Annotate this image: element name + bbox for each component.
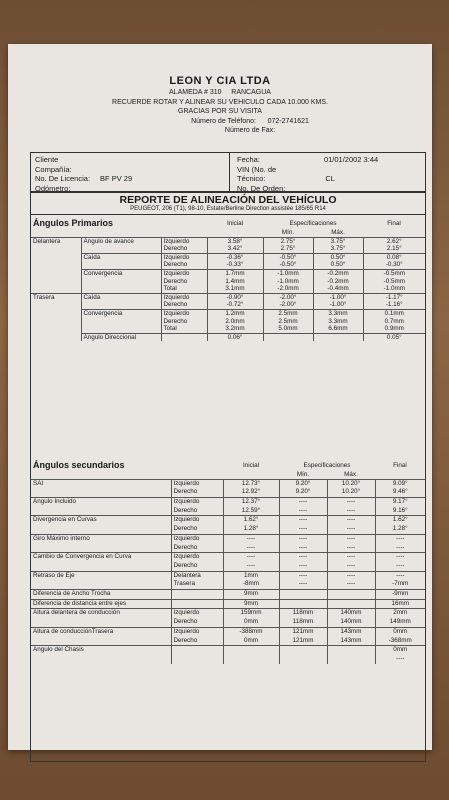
phone-number: 072-2741621 bbox=[267, 117, 309, 125]
table-cell bbox=[81, 318, 161, 326]
table-cell bbox=[327, 599, 375, 609]
table-cell: Derecho bbox=[161, 318, 207, 326]
licencia-line bbox=[35, 174, 132, 184]
table-cell: 2.5mm bbox=[263, 309, 313, 317]
table-row bbox=[31, 507, 425, 516]
table-cell: 3.75° bbox=[313, 245, 363, 253]
table-cell bbox=[81, 245, 161, 253]
table-cell: -1.17° bbox=[363, 293, 425, 301]
table-cell bbox=[279, 590, 327, 600]
table-cell: 143mm bbox=[327, 627, 375, 636]
table-cell bbox=[31, 655, 171, 664]
table-cell: 2.0mm bbox=[207, 318, 263, 326]
table-cell: Convergencia bbox=[81, 309, 161, 317]
table-row bbox=[31, 278, 425, 286]
table-cell: Izquierdo bbox=[171, 534, 223, 543]
address-line bbox=[8, 88, 432, 98]
table-cell bbox=[279, 646, 327, 655]
table-cell: -8mm bbox=[223, 580, 279, 589]
table-cell bbox=[31, 253, 81, 261]
table-row bbox=[31, 599, 425, 609]
table-cell: Altura de conducciónTrasera bbox=[31, 627, 171, 636]
table-row bbox=[31, 646, 425, 655]
table-cell: ---- bbox=[279, 553, 327, 562]
table-cell: 3.3mm bbox=[313, 318, 363, 326]
table-cell: -0.33° bbox=[207, 261, 263, 269]
table-cell bbox=[31, 544, 171, 553]
table-cell bbox=[31, 507, 171, 516]
table-cell: 1.62° bbox=[375, 516, 425, 525]
table-row bbox=[31, 318, 425, 326]
table-row bbox=[31, 534, 425, 543]
table-row bbox=[31, 245, 425, 253]
table-cell: Derecho bbox=[171, 562, 223, 571]
table-cell: Trasera bbox=[171, 580, 223, 589]
table-cell bbox=[31, 318, 81, 326]
table-cell: Total bbox=[161, 285, 207, 293]
client-info-box bbox=[30, 152, 426, 192]
table-cell: Ángulo de avance bbox=[81, 237, 161, 245]
table-cell: -0.90° bbox=[207, 293, 263, 301]
table-cell: Convergencia bbox=[81, 269, 161, 277]
table-row bbox=[31, 293, 425, 301]
table-cell: -0.50° bbox=[263, 261, 313, 269]
table-cell: 0.7mm bbox=[363, 318, 425, 326]
table-cell: ---- bbox=[327, 498, 375, 507]
table-cell: Derecho bbox=[161, 301, 207, 309]
table-cell: 0.50° bbox=[313, 261, 363, 269]
table-cell: Izquierdo bbox=[171, 479, 223, 488]
table-cell: -0.5mm bbox=[363, 278, 425, 286]
table-cell: Derecho bbox=[171, 488, 223, 497]
table-cell: -0.2mm bbox=[313, 269, 363, 277]
table-cell: 10.20° bbox=[327, 488, 375, 497]
table-cell bbox=[31, 333, 81, 341]
col-final-2: Final bbox=[393, 461, 407, 469]
table-cell bbox=[327, 590, 375, 600]
table-cell: Altura delantera de conducción bbox=[31, 609, 171, 618]
col-min: Mín. bbox=[281, 229, 295, 236]
table-cell: 2.75° bbox=[263, 245, 313, 253]
table-cell: -7mm bbox=[375, 580, 425, 589]
table-row bbox=[31, 590, 425, 600]
table-cell: -388mm bbox=[223, 627, 279, 636]
table-cell: -1.0mm bbox=[263, 278, 313, 286]
table-cell: Delantera bbox=[171, 571, 223, 580]
table-cell bbox=[171, 655, 223, 664]
table-cell: 2.75° bbox=[263, 237, 313, 245]
table-cell: 2mm bbox=[375, 609, 425, 618]
table-cell: ---- bbox=[327, 571, 375, 580]
table-cell: -0.2mm bbox=[313, 278, 363, 286]
table-row bbox=[31, 269, 425, 277]
table-cell: 9.16° bbox=[375, 507, 425, 516]
table-cell: ---- bbox=[279, 571, 327, 580]
table-cell: 3.2mm bbox=[207, 325, 263, 333]
table-cell: 3.1mm bbox=[207, 285, 263, 293]
table-cell: 3.75° bbox=[313, 237, 363, 245]
report-title: REPORTE DE ALINEACIÓN DEL VEHÍCULO bbox=[119, 194, 337, 206]
table-row bbox=[31, 525, 425, 534]
table-cell: 0mm bbox=[223, 618, 279, 627]
table-cell bbox=[171, 590, 223, 600]
col-final: Final bbox=[387, 219, 401, 227]
table-cell bbox=[161, 333, 207, 341]
table-cell: ---- bbox=[375, 534, 425, 543]
thanks-text: GRACIAS POR SU VISITA bbox=[178, 108, 262, 115]
licencia-label: No. De Licencia: bbox=[35, 174, 91, 184]
table-cell: -0.36° bbox=[207, 253, 263, 261]
table-cell: 140mm bbox=[327, 609, 375, 618]
table-cell: ---- bbox=[223, 553, 279, 562]
table-cell: ---- bbox=[327, 507, 375, 516]
table-cell: Diferencia de Ancho Trocha bbox=[31, 590, 171, 600]
table-cell: 0.06° bbox=[207, 333, 263, 341]
table-cell bbox=[31, 618, 171, 627]
table-cell bbox=[31, 488, 171, 497]
col-especificaciones: Especificaciones bbox=[289, 219, 337, 227]
primary-angles-table bbox=[31, 218, 425, 341]
table-cell: ---- bbox=[279, 544, 327, 553]
table-cell: Caída bbox=[81, 253, 161, 261]
table-cell bbox=[313, 333, 363, 341]
table-cell: -0.50° bbox=[263, 253, 313, 261]
table-cell: Derecho bbox=[171, 507, 223, 516]
table-cell: Ángulo Direccional bbox=[81, 333, 161, 341]
table-cell: 9mm bbox=[223, 590, 279, 600]
table-cell: 5.0mm bbox=[263, 325, 313, 333]
table-row bbox=[31, 609, 425, 618]
phone-line bbox=[68, 117, 432, 127]
table-cell: 121mm bbox=[279, 627, 327, 636]
table-cell bbox=[31, 285, 81, 293]
table-cell: Izquierdo bbox=[171, 516, 223, 525]
table-cell: ---- bbox=[375, 553, 425, 562]
table-cell: Izquierdo bbox=[161, 253, 207, 261]
table-cell: 9mm bbox=[223, 599, 279, 609]
table-cell: Derecho bbox=[171, 637, 223, 646]
table-cell: 0.1mm bbox=[363, 309, 425, 317]
fax-label: Número de Fax: bbox=[224, 127, 276, 134]
table-cell: 143mm bbox=[327, 637, 375, 646]
table-cell: 0.08° bbox=[363, 253, 425, 261]
table-cell bbox=[81, 278, 161, 286]
table-row bbox=[31, 637, 425, 646]
table-cell: ---- bbox=[279, 562, 327, 571]
table-cell bbox=[327, 655, 375, 664]
report-header bbox=[8, 74, 432, 136]
table-cell: Derecho bbox=[171, 525, 223, 534]
table-cell: ---- bbox=[223, 534, 279, 543]
table-row bbox=[31, 237, 425, 245]
table-cell: 3.42° bbox=[207, 245, 263, 253]
table-cell: ---- bbox=[327, 534, 375, 543]
company-name: LEON Y CIA LTDA bbox=[169, 75, 271, 87]
table-cell: Diferencia de distancia entre ejes bbox=[31, 599, 171, 609]
fecha-line bbox=[237, 155, 378, 165]
tecnico-label: Técnico: bbox=[237, 174, 266, 184]
table-cell: 2.5mm bbox=[263, 318, 313, 326]
table-cell bbox=[31, 637, 171, 646]
table-cell bbox=[31, 562, 171, 571]
col-max-2: Máx. bbox=[344, 471, 358, 478]
table-cell: ---- bbox=[279, 525, 327, 534]
table-cell: Retraso de Eje bbox=[31, 571, 171, 580]
col-max: Máx. bbox=[331, 229, 345, 236]
table-cell: 1.4mm bbox=[207, 278, 263, 286]
table-row bbox=[31, 580, 425, 589]
table-cell bbox=[81, 301, 161, 309]
table-cell: Derecho bbox=[161, 261, 207, 269]
table-cell bbox=[279, 599, 327, 609]
reminder-text: RECUERDE ROTAR Y ALINEAR SU VEHICULO CADA 10.000 KMS. bbox=[112, 98, 328, 106]
tecnico-value: CL bbox=[325, 174, 335, 184]
col-min-2: Mín. bbox=[296, 471, 310, 478]
table-cell: -1.0mm bbox=[263, 269, 313, 277]
table-cell: 0mm bbox=[375, 646, 425, 655]
table-cell: 12.73° bbox=[223, 479, 279, 488]
table-row bbox=[31, 571, 425, 580]
secondary-angles-title: Ángulos secundarios bbox=[33, 460, 125, 470]
table-cell: -1.00° bbox=[313, 301, 363, 309]
table-row bbox=[31, 498, 425, 507]
table-cell: SAI bbox=[31, 479, 171, 488]
table-cell: 140mm bbox=[327, 618, 375, 627]
table-row bbox=[31, 309, 425, 317]
table-cell: 12.37° bbox=[223, 498, 279, 507]
table-cell: 121mm bbox=[279, 637, 327, 646]
table-row bbox=[31, 301, 425, 309]
table-cell: ---- bbox=[375, 655, 425, 664]
table-cell: 9.46° bbox=[375, 488, 425, 497]
client-info-left bbox=[35, 155, 132, 193]
table-row bbox=[31, 655, 425, 664]
table-cell bbox=[31, 278, 81, 286]
table-cell: 12.59° bbox=[223, 507, 279, 516]
table-cell: 3.58° bbox=[207, 237, 263, 245]
table-cell: 1.62° bbox=[223, 516, 279, 525]
table-cell: 9.20° bbox=[279, 479, 327, 488]
alignment-report bbox=[30, 192, 426, 762]
table-cell: 0.05° bbox=[363, 333, 425, 341]
table-cell: ---- bbox=[327, 525, 375, 534]
table-cell: 2.15° bbox=[363, 245, 425, 253]
table-row bbox=[31, 516, 425, 525]
table-row bbox=[31, 333, 425, 341]
table-cell: 1.2mm bbox=[207, 309, 263, 317]
odometro-label: Odómetro: bbox=[35, 183, 71, 193]
orden-label: No. De Orden: bbox=[237, 183, 286, 193]
table-cell: ---- bbox=[279, 580, 327, 589]
table-cell: ---- bbox=[327, 580, 375, 589]
table-cell: Derecho bbox=[171, 618, 223, 627]
table-cell: Derecho bbox=[171, 544, 223, 553]
table-cell: 118mm bbox=[279, 609, 327, 618]
table-cell: ---- bbox=[327, 562, 375, 571]
table-cell: 9.20° bbox=[279, 488, 327, 497]
table-row bbox=[31, 479, 425, 488]
phone-label: Número de Teléfono: bbox=[191, 117, 256, 125]
table-cell: Giro Máximo interno bbox=[31, 534, 171, 543]
table-cell bbox=[31, 309, 81, 317]
table-cell: 1.7mm bbox=[207, 269, 263, 277]
table-cell: Caída bbox=[81, 293, 161, 301]
table-row bbox=[31, 544, 425, 553]
licencia-value: BF PV 29 bbox=[100, 174, 133, 184]
table-row bbox=[31, 253, 425, 261]
table-cell bbox=[31, 580, 171, 589]
primary-angles-title: Ángulos Primarios bbox=[33, 218, 114, 228]
table-cell: -0.5mm bbox=[363, 269, 425, 277]
table-cell bbox=[81, 325, 161, 333]
table-cell: 159mm bbox=[223, 609, 279, 618]
table-row bbox=[31, 488, 425, 497]
table-cell bbox=[31, 245, 81, 253]
table-cell: 149mm bbox=[375, 618, 425, 627]
table-cell: ---- bbox=[223, 544, 279, 553]
table-cell: 0.50° bbox=[313, 253, 363, 261]
table-cell: Izquierdo bbox=[171, 609, 223, 618]
table-cell bbox=[171, 599, 223, 609]
secondary-angles-table bbox=[31, 460, 425, 664]
info-divider bbox=[229, 153, 230, 191]
table-row bbox=[31, 285, 425, 293]
table-cell: 9.09° bbox=[375, 479, 425, 488]
table-cell: Derecho bbox=[161, 278, 207, 286]
table-cell: Izquierdo bbox=[171, 627, 223, 636]
table-cell: 1.28° bbox=[223, 525, 279, 534]
table-cell: -0.72° bbox=[207, 301, 263, 309]
table-cell: Izquierdo bbox=[161, 293, 207, 301]
table-cell bbox=[279, 655, 327, 664]
col-inicial: Inicial bbox=[226, 219, 244, 227]
table-row bbox=[31, 562, 425, 571]
vehicle-description: PEUGEOT, 206 (T1), 98-10, Estate/Berline Direction assistée 185/65 R14 bbox=[31, 206, 425, 215]
table-cell bbox=[223, 646, 279, 655]
table-cell: ---- bbox=[375, 544, 425, 553]
table-cell bbox=[31, 525, 171, 534]
table-cell bbox=[223, 655, 279, 664]
table-cell: Derecho bbox=[161, 245, 207, 253]
table-cell: 118mm bbox=[279, 618, 327, 627]
table-cell: -0.4mm bbox=[313, 285, 363, 293]
table-cell: 0mm bbox=[375, 627, 425, 636]
table-cell bbox=[31, 261, 81, 269]
table-cell: 10.20° bbox=[327, 479, 375, 488]
table-cell: 6.6mm bbox=[313, 325, 363, 333]
client-info-right bbox=[237, 155, 378, 193]
table-cell bbox=[81, 261, 161, 269]
alignment-report-sheet bbox=[8, 44, 432, 750]
compania-label: Compañía: bbox=[35, 164, 72, 174]
table-row bbox=[31, 618, 425, 627]
table-row bbox=[31, 553, 425, 562]
table-cell bbox=[81, 285, 161, 293]
table-cell: Cambio de Convergencia en Curva bbox=[31, 553, 171, 562]
table-cell: 1mm bbox=[223, 571, 279, 580]
table-cell: ---- bbox=[327, 516, 375, 525]
table-cell: -0.30° bbox=[363, 261, 425, 269]
col-especificaciones-2: Especificaciones bbox=[303, 461, 351, 469]
table-cell: 0.9mm bbox=[363, 325, 425, 333]
table-cell: ---- bbox=[375, 571, 425, 580]
table-cell: ---- bbox=[327, 544, 375, 553]
table-cell bbox=[31, 301, 81, 309]
table-cell: Total bbox=[161, 325, 207, 333]
table-cell bbox=[263, 333, 313, 341]
vin-label: VIN (No. de bbox=[237, 164, 277, 174]
table-cell: ---- bbox=[375, 562, 425, 571]
fecha-value: 01/01/2002 3:44 bbox=[323, 155, 379, 164]
table-cell: Izquierdo bbox=[161, 309, 207, 317]
table-cell: -2.0mm bbox=[263, 285, 313, 293]
cliente-label: Cliente bbox=[35, 155, 59, 164]
table-cell: Izquierdo bbox=[171, 498, 223, 507]
table-cell: Angulo del Chasis bbox=[31, 646, 171, 655]
table-cell: ---- bbox=[279, 516, 327, 525]
table-cell bbox=[31, 325, 81, 333]
table-cell: 0mm bbox=[223, 637, 279, 646]
table-cell: ---- bbox=[279, 498, 327, 507]
table-cell: -2.00° bbox=[263, 301, 313, 309]
table-row bbox=[31, 627, 425, 636]
table-cell: Trasera bbox=[31, 293, 81, 301]
table-cell: ---- bbox=[327, 553, 375, 562]
table-cell: 9.17° bbox=[375, 498, 425, 507]
table-cell: 12.92° bbox=[223, 488, 279, 497]
table-row bbox=[31, 261, 425, 269]
table-cell: 2.62° bbox=[363, 237, 425, 245]
table-cell: ---- bbox=[279, 507, 327, 516]
table-cell: -2.00° bbox=[263, 293, 313, 301]
table-cell: -1.0mm bbox=[363, 285, 425, 293]
address: ALAMEDA # 310 bbox=[169, 89, 222, 96]
table-cell: Izquierdo bbox=[161, 269, 207, 277]
table-row bbox=[31, 325, 425, 333]
col-inicial-2: Inicial bbox=[242, 461, 260, 469]
table-cell: -1.00° bbox=[313, 293, 363, 301]
table-cell bbox=[31, 269, 81, 277]
table-cell: -368mm bbox=[375, 637, 425, 646]
tecnico-line bbox=[237, 174, 378, 184]
table-cell: 3.3mm bbox=[313, 309, 363, 317]
table-cell: -1.16° bbox=[363, 301, 425, 309]
table-cell: Ángulo Incluido bbox=[31, 498, 171, 507]
table-cell bbox=[327, 646, 375, 655]
table-cell: Divergencia en Curvas bbox=[31, 516, 171, 525]
table-cell: -9mm bbox=[375, 590, 425, 600]
fecha-label: Fecha: bbox=[237, 155, 260, 164]
table-cell bbox=[171, 646, 223, 655]
table-cell: Izquierdo bbox=[171, 553, 223, 562]
table-cell: 16mm bbox=[375, 599, 425, 609]
city: RANCAGUA bbox=[231, 89, 271, 96]
table-cell: ---- bbox=[223, 562, 279, 571]
table-cell: Delantera bbox=[31, 237, 81, 245]
table-cell: ---- bbox=[279, 534, 327, 543]
table-cell: 1.28° bbox=[375, 525, 425, 534]
table-cell: Izquierdo bbox=[161, 237, 207, 245]
